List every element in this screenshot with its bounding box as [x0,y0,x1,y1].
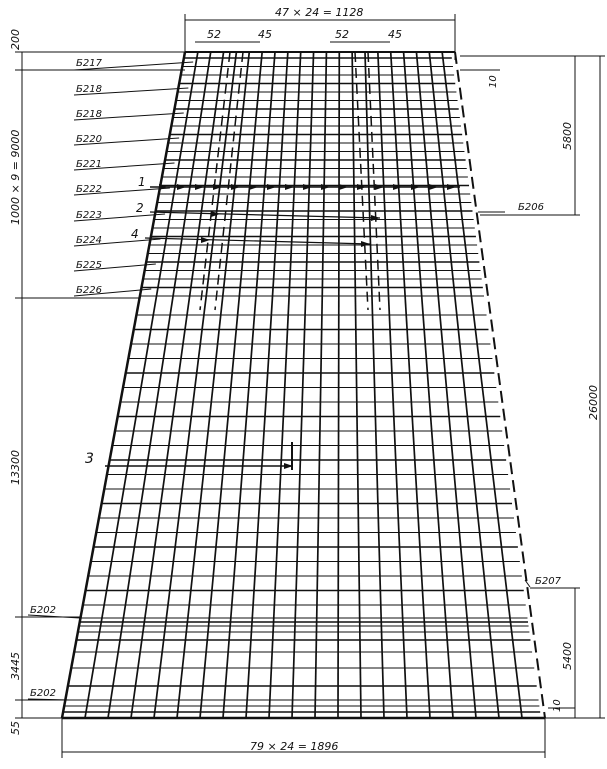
top-width-label: 47 × 24 = 1128 [275,6,364,19]
left-middle-label: 13300 [9,450,22,485]
bar-label-b202-a: Б202 [30,605,56,616]
horizontal-bars [63,58,540,712]
right-bottom-small-label: 10 [552,699,563,712]
bar-label-b222: Б222 [76,184,102,195]
bar-label-b202-b: Б202 [30,688,56,699]
top-spacing-a: 52 [207,28,221,41]
bar-label-b207: Б207 [535,576,561,587]
bottom-width-label: 79 × 24 = 1896 [250,740,339,753]
bar-label-b225: Б225 [76,260,102,271]
left-bottom-label: 55 [9,721,22,735]
marker-4: 4 [131,227,139,241]
bar-label-b226: Б226 [76,285,102,296]
bar-label-b206: Б206 [518,202,544,213]
right-total-label: 26000 [587,385,600,420]
arrowhead [201,237,210,243]
bar-label-b220: Б220 [76,134,102,145]
marker-1: 1 [138,175,146,189]
marker-3: 3 [85,451,94,467]
marker-2: 2 [136,201,144,215]
bar-label-b218-b: Б218 [76,109,102,120]
arrow-row-4 [145,238,370,244]
left-lower-label: 3445 [9,652,22,680]
left-upper-label: 1000 × 9 = 9000 [9,129,22,225]
bar-label-b221: Б221 [76,159,102,170]
top-spacing-c: 52 [335,28,349,41]
right-lower-label: 5400 [561,642,574,670]
right-upper-label: 5800 [561,122,574,150]
top-offset-label: 200 [9,29,22,50]
dashed-line-right-2 [368,52,380,310]
bar-label-b224: Б224 [76,235,102,246]
bar-label-b223: Б223 [76,210,102,221]
top-spacing-d: 45 [388,28,402,41]
dashed-line-left-2 [215,52,243,310]
bar-label-b217: Б217 [76,58,102,69]
top-spacing-b: 45 [258,28,272,41]
right-top-small-label: 10 [488,75,499,88]
bar-label-b218-a: Б218 [76,84,102,95]
